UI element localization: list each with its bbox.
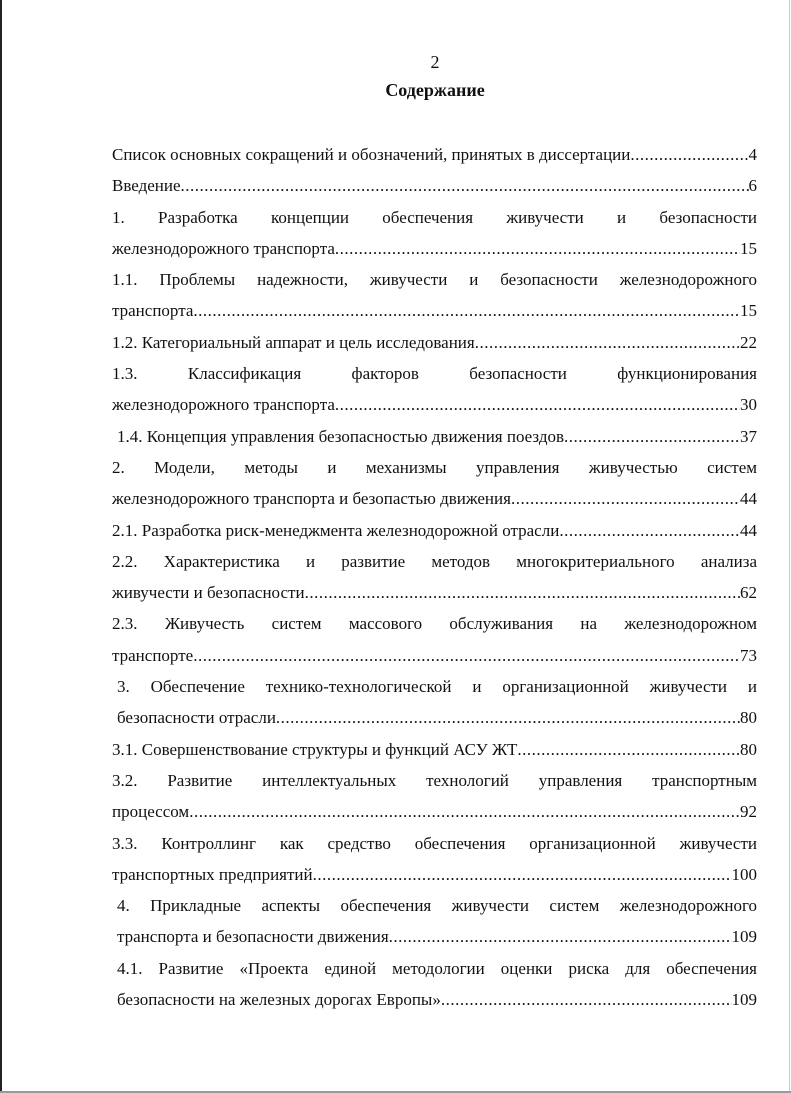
toc-entry-page: 37	[740, 426, 757, 446]
dot-leader	[564, 421, 740, 452]
toc-entry-last-line	[112, 640, 757, 671]
toc-entry-title: транспорта	[112, 301, 194, 321]
toc-entry[interactable]	[112, 421, 757, 452]
toc-entry-last-line	[112, 483, 757, 514]
toc-entry-last-line	[112, 295, 757, 326]
toc-entry-last-line	[112, 796, 757, 827]
dot-leader	[335, 233, 740, 264]
toc-entry-text-line: 3.3. Контроллинг как средство обеспечения организационной живучести	[112, 833, 757, 853]
toc-entry[interactable]	[112, 327, 757, 358]
toc-entry-last-line	[112, 577, 757, 608]
toc-entry-page: 62	[740, 583, 757, 603]
toc-entry-page: 80	[740, 708, 757, 728]
toc-entry-last-line	[112, 734, 757, 765]
toc-entry-text-line: 1.1. Проблемы надежности, живучести и безопасности железнодорожного	[112, 270, 757, 290]
dot-leader	[305, 577, 740, 608]
toc-entry-last-line	[112, 139, 757, 170]
dot-leader	[276, 702, 740, 733]
toc-entry-page: 80	[740, 739, 757, 759]
toc-entry-text-line: 1. Разработка концепции обеспечения живучести и безопасности	[112, 207, 757, 227]
toc-entry-last-line	[112, 233, 757, 264]
toc-entry-last-line	[112, 859, 757, 890]
toc-entry[interactable]	[112, 734, 757, 765]
toc-entry-title: транспорта и безопасности движения	[117, 927, 389, 947]
toc-entry-title: живучести и безопасности	[112, 583, 305, 603]
toc-entry-text-line: 3. Обеспечение технико-технологической и организационной живучести и	[117, 677, 757, 697]
toc-entry-title: транспорте	[112, 645, 194, 665]
toc-entry-text-line: 2.2. Характеристика и развитие методов многокритериального анализа	[112, 551, 757, 571]
toc-entry-title: безопасности отрасли	[117, 708, 276, 728]
toc-entry-title: Список основных сокращений и обозначений, принятых в диссертации	[112, 145, 631, 164]
toc-entry-page: 109	[731, 990, 757, 1010]
toc-entry[interactable]	[112, 828, 757, 891]
toc-entry-page: 109	[731, 927, 757, 947]
page-title: Содержание	[385, 80, 485, 100]
dot-leader	[313, 859, 732, 890]
page-border-right	[789, 0, 790, 1093]
toc-entry-last-line	[112, 389, 757, 420]
toc-entry[interactable]	[112, 608, 757, 671]
toc-entry-title: 2.1. Разработка риск-менеджмента железнодорожной отрасли	[112, 520, 560, 540]
toc-entry[interactable]	[112, 358, 757, 421]
toc-entry-page: 92	[740, 802, 757, 822]
page-number: 2	[430, 52, 440, 72]
toc-entry-last-line	[117, 421, 757, 452]
toc-entry-last-line	[112, 170, 757, 201]
toc-entry[interactable]	[112, 515, 757, 546]
dot-leader	[193, 640, 740, 671]
toc-entry-page: 6	[748, 176, 757, 196]
toc-entry-title: Введение	[112, 176, 181, 196]
toc-entry-text-line: 4.1. Развитие «Проекта единой методологии оценки риска для обеспечения	[117, 958, 757, 978]
toc-entry-title: 1.4. Концепция управления безопасностью движения поездов	[117, 426, 565, 446]
toc-entry[interactable]	[112, 264, 757, 327]
toc-entry[interactable]	[112, 170, 757, 201]
toc-entry[interactable]	[112, 953, 757, 1016]
toc-entry-last-line	[117, 702, 757, 733]
toc-entry-page: 15	[740, 301, 757, 321]
toc-entry-page: 44	[740, 520, 757, 540]
dot-leader	[193, 295, 740, 326]
toc-entry-page: 30	[740, 395, 757, 415]
toc-entry[interactable]	[112, 890, 757, 953]
toc-entry[interactable]	[112, 765, 757, 828]
toc-entry-text-line: 4. Прикладные аспекты обеспечения живучести систем железнодорожного	[117, 896, 757, 916]
toc-entry-text-line: 2. Модели, методы и механизмы управления живучестью систем	[112, 457, 757, 477]
toc-entry[interactable]	[112, 546, 757, 609]
toc-entry-title: 1.2. Категориальный аппарат и цель исследования	[112, 332, 475, 352]
toc-entry[interactable]	[112, 139, 757, 170]
toc-entry-title: железнодорожного транспорта и безопастью движения	[112, 489, 511, 509]
dot-leader	[475, 327, 740, 358]
toc-entry-page: 15	[740, 238, 757, 258]
toc-entry-title: 3.1. Совершенствование структуры и функций АСУ ЖТ	[112, 739, 518, 759]
dot-leader	[630, 139, 748, 170]
toc-entry-text-line: 1.3. Классификация факторов безопасности функционирования	[112, 364, 757, 384]
dot-leader	[389, 921, 732, 952]
toc-entry-page: 4	[748, 145, 757, 164]
toc-entry-text-line: 3.2. Развитие интеллектуальных технологий управления транспортным	[112, 770, 757, 790]
toc-entry-page: 73	[740, 645, 757, 665]
toc-entry-text-line: 2.3. Живучесть систем массового обслуживания на железнодорожном	[112, 614, 757, 634]
table-of-contents	[112, 139, 757, 1015]
toc-entry-title: транспортных предприятий	[112, 864, 313, 884]
dot-leader	[441, 984, 732, 1015]
dot-leader	[517, 734, 740, 765]
dot-leader	[335, 389, 740, 420]
toc-entry-last-line	[112, 515, 757, 546]
toc-entry-last-line	[117, 984, 757, 1015]
dot-leader	[181, 170, 749, 201]
toc-entry-page: 44	[740, 489, 757, 509]
toc-entry-title: процессом	[112, 802, 190, 822]
dot-leader	[189, 796, 740, 827]
toc-entry[interactable]	[112, 452, 757, 515]
toc-entry-title: железнодорожного транспорта	[112, 238, 335, 258]
toc-entry-title: железнодорожного транспорта	[112, 395, 335, 415]
toc-entry-last-line	[117, 921, 757, 952]
page-border-left	[0, 0, 2, 1093]
toc-entry-page: 100	[731, 864, 757, 884]
toc-entry[interactable]	[112, 671, 757, 734]
toc-entry-last-line	[112, 327, 757, 358]
toc-entry[interactable]	[112, 202, 757, 265]
dot-leader	[511, 483, 740, 514]
dot-leader	[559, 515, 740, 546]
toc-entry-title: безопасности на железных дорогах Европы»	[117, 990, 441, 1010]
toc-entry-page: 22	[740, 332, 757, 352]
